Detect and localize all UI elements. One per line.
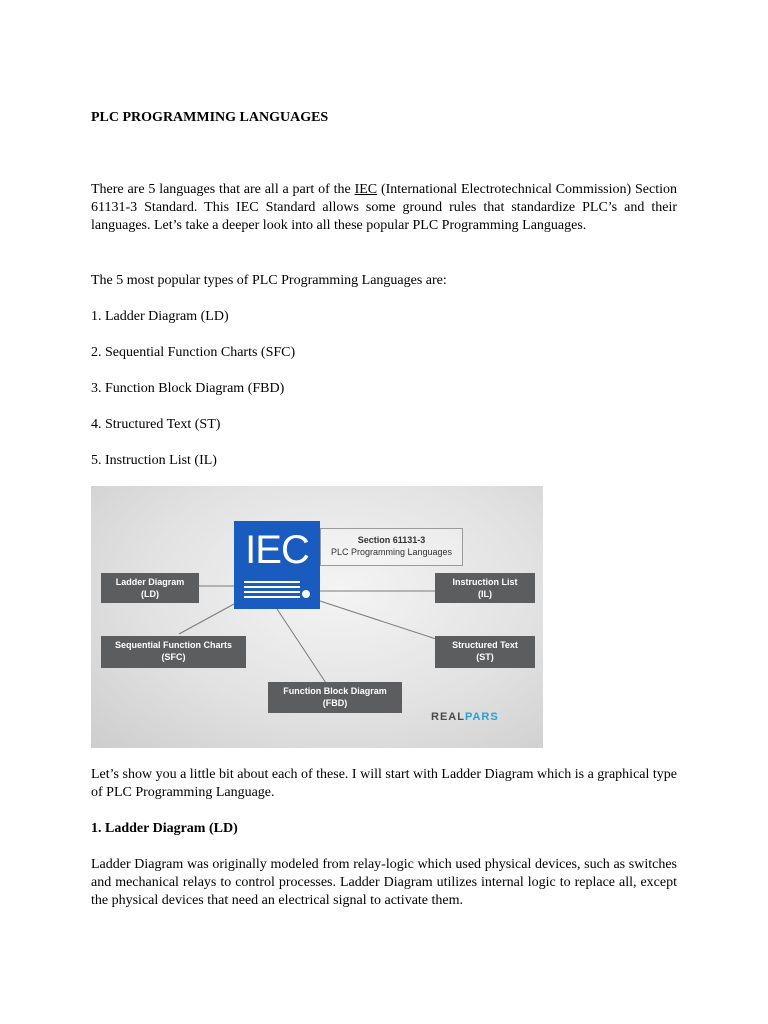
label-line: Ladder Diagram: [115, 577, 185, 587]
label-line: (IL): [478, 589, 492, 599]
logo-bar: [244, 586, 300, 588]
intro-text-before: There are 5 languages that are all a part of the: [91, 182, 355, 197]
section-heading: 1. Ladder Diagram (LD): [91, 821, 238, 836]
iec-languages-figure: [91, 486, 543, 748]
label-line: Function Block Diagram: [283, 686, 387, 696]
section-body: Ladder Diagram was originally modeled from relay-logic which used physical devices, such as switches and mechanical relays to control processes. Ladder Diagram utilizes internal logic to replace all, except the physical devices that need an electrical signal to activate them.: [91, 857, 677, 908]
list-item: 3. Function Block Diagram (FBD): [91, 381, 285, 396]
list-item: 5. Instruction List (IL): [91, 453, 217, 468]
label-function-block-diagram: [268, 682, 402, 713]
label-instruction-list: [435, 573, 535, 603]
label-line: (LD): [141, 589, 159, 599]
section-number: Section 61131-3: [357, 535, 426, 545]
section-subtitle: PLC Programming Languages: [330, 547, 453, 557]
intro-text-after: (International Electrotechnical Commission) Section 61131-3 Standard. This IEC Standard allows some ground rules that standardize PLC’s and their languages. Let’s take a deeper look into all these popular PLC Programming Languages.: [91, 182, 677, 233]
list-item: 4. Structured Text (ST): [91, 417, 221, 432]
label-line: Instruction List: [452, 577, 518, 587]
after-figure-paragraph: Let’s show you a little bit about each of these. I will start with Ladder Diagram which is a graphical type of PLC Programming Language.: [91, 767, 677, 800]
brand-part: PARS: [464, 711, 499, 723]
section-label-box: [320, 528, 463, 566]
iec-logo-text: IEC: [245, 528, 309, 572]
logo-bar: [244, 596, 300, 598]
label-line: Sequential Function Charts: [114, 640, 232, 650]
logo-dot: [302, 590, 310, 598]
list-item: 1. Ladder Diagram (LD): [91, 309, 229, 324]
label-line: (ST): [476, 652, 494, 662]
logo-bar: [244, 591, 300, 593]
label-sequential-function-charts: [101, 636, 246, 668]
list-intro: The 5 most popular types of PLC Programming Languages are:: [91, 273, 447, 288]
iec-logo: [234, 521, 320, 609]
intro-paragraph: [91, 181, 677, 235]
list-item: 2. Sequential Function Charts (SFC): [91, 345, 296, 360]
document-title: PLC PROGRAMMING LANGUAGES: [91, 110, 329, 125]
label-ladder-diagram: [101, 573, 199, 603]
label-line: (FBD): [322, 698, 348, 708]
logo-bar: [244, 581, 300, 583]
brand-part: REAL: [431, 711, 465, 723]
iec-link[interactable]: IEC: [354, 182, 378, 197]
label-structured-text: [435, 636, 535, 668]
label-line: Structured Text: [452, 640, 518, 650]
realpars-logo: [431, 711, 499, 723]
label-line: (SFC): [161, 652, 186, 662]
